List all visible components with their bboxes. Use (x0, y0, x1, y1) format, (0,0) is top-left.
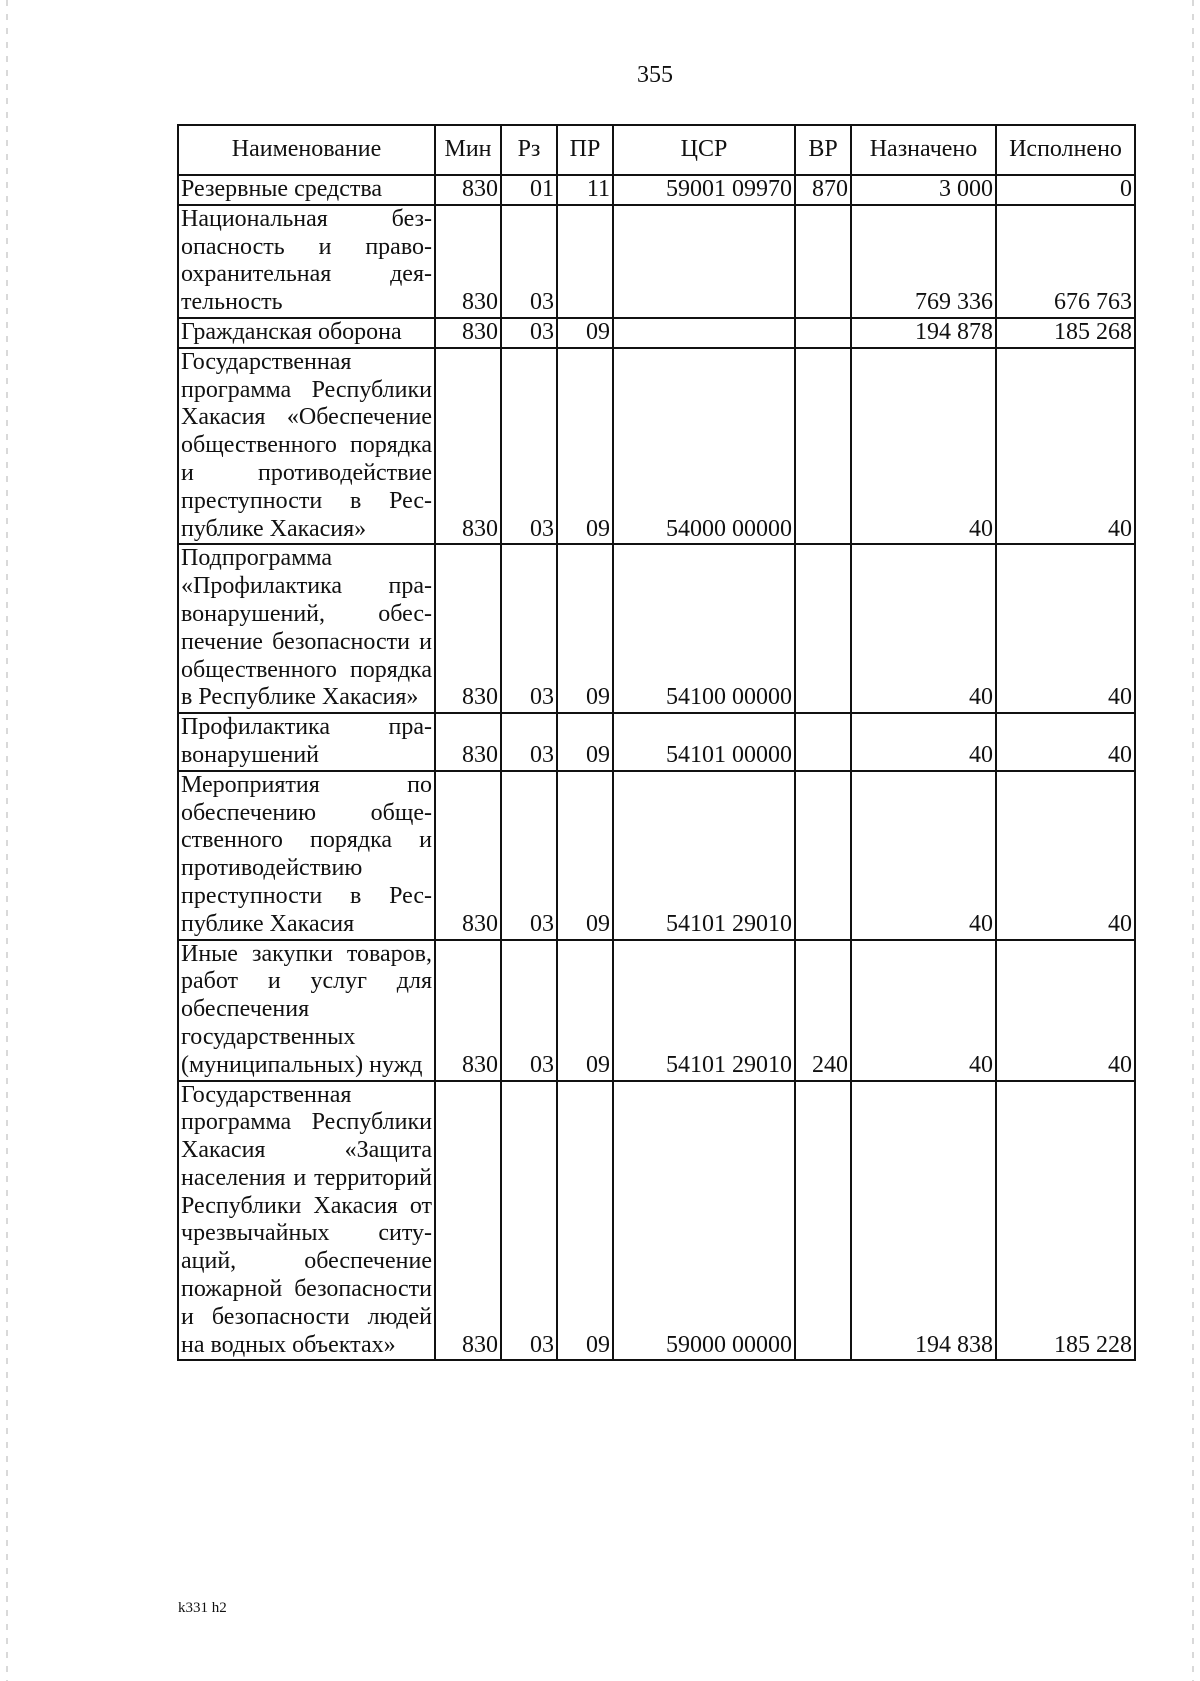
table-row (178, 175, 1135, 205)
cell-vr: 240 (795, 940, 851, 1081)
scan-edge-left (6, 0, 8, 1681)
table-row (178, 318, 1135, 348)
cell-assigned: 3 000 (851, 175, 996, 205)
cell-name: Гражданская оборона (178, 318, 435, 348)
cell-rz: 03 (501, 544, 557, 713)
cell-pr: 09 (557, 771, 613, 940)
cell-min: 830 (435, 175, 501, 205)
cell-executed: 40 (996, 348, 1135, 545)
cell-vr (795, 771, 851, 940)
cell-executed: 40 (996, 713, 1135, 771)
header-name: Наименование (178, 125, 435, 175)
header-executed: Исполнено (996, 125, 1135, 175)
cell-min: 830 (435, 205, 501, 318)
cell-pr: 09 (557, 318, 613, 348)
cell-csr: 59000 00000 (613, 1081, 795, 1361)
cell-vr (795, 713, 851, 771)
cell-assigned: 40 (851, 348, 996, 545)
cell-name: Резервные средства (178, 175, 435, 205)
cell-rz: 03 (501, 1081, 557, 1361)
cell-csr: 54101 29010 (613, 771, 795, 940)
header-vr: ВР (795, 125, 851, 175)
cell-min: 830 (435, 713, 501, 771)
cell-csr: 54000 00000 (613, 348, 795, 545)
header-csr: ЦСР (613, 125, 795, 175)
cell-rz: 01 (501, 175, 557, 205)
cell-vr (795, 1081, 851, 1361)
cell-executed: 185 228 (996, 1081, 1135, 1361)
cell-name: Государственная программа Республики Хакасия «Обеспечение общественного порядка и противодействие преступности в Республике Хакасия» (178, 348, 435, 545)
header-min: Мин (435, 125, 501, 175)
cell-rz: 03 (501, 713, 557, 771)
cell-name: Государственная программа Республики Хакасия «Защита населения и территорий Республики Хакасия от чрезвычайных ситуаций, обеспечение пожарной безопасности и безопасности людей на водных объектах» (178, 1081, 435, 1361)
cell-executed: 185 268 (996, 318, 1135, 348)
cell-executed: 676 763 (996, 205, 1135, 318)
cell-vr: 870 (795, 175, 851, 205)
cell-assigned: 194 878 (851, 318, 996, 348)
cell-min: 830 (435, 348, 501, 545)
cell-pr: 09 (557, 713, 613, 771)
cell-executed: 40 (996, 544, 1135, 713)
cell-name: Национальная безопасность и правоохранительная деятельность (178, 205, 435, 318)
cell-executed: 0 (996, 175, 1135, 205)
table-row (178, 771, 1135, 940)
cell-csr: 54100 00000 (613, 544, 795, 713)
cell-assigned: 40 (851, 544, 996, 713)
page-number: 355 (637, 62, 673, 88)
cell-vr (795, 205, 851, 318)
cell-pr: 11 (557, 175, 613, 205)
table-row (178, 205, 1135, 318)
cell-name: Профилактика правонарушений (178, 713, 435, 771)
cell-assigned: 769 336 (851, 205, 996, 318)
cell-csr: 59001 09970 (613, 175, 795, 205)
cell-assigned: 40 (851, 713, 996, 771)
cell-name: Мероприятия по обеспечению общественного порядка и противодействию преступности в Республике Хакасия (178, 771, 435, 940)
cell-rz: 03 (501, 205, 557, 318)
cell-pr: 09 (557, 940, 613, 1081)
cell-vr (795, 348, 851, 545)
cell-csr (613, 318, 795, 348)
cell-name: Иные закупки товаров, работ и услуг для обеспечения государственных (муниципальных) нужд (178, 940, 435, 1081)
cell-executed: 40 (996, 771, 1135, 940)
cell-pr: 09 (557, 1081, 613, 1361)
table-row (178, 940, 1135, 1081)
cell-executed: 40 (996, 940, 1135, 1081)
cell-rz: 03 (501, 318, 557, 348)
cell-rz: 03 (501, 771, 557, 940)
cell-vr (795, 318, 851, 348)
cell-assigned: 40 (851, 771, 996, 940)
cell-rz: 03 (501, 940, 557, 1081)
header-assigned: Назначено (851, 125, 996, 175)
footer-code: k331 h2 (178, 1600, 227, 1616)
cell-csr: 54101 00000 (613, 713, 795, 771)
table-row (178, 348, 1135, 545)
cell-name: Подпрограмма «Профилактика правонарушений, обеспечение безопасности и общественного порядка в Республике Хакасия» (178, 544, 435, 713)
scan-edge-right (1192, 0, 1194, 1681)
table-header-row (178, 125, 1135, 175)
cell-min: 830 (435, 771, 501, 940)
cell-csr: 54101 29010 (613, 940, 795, 1081)
cell-min: 830 (435, 1081, 501, 1361)
cell-csr (613, 205, 795, 318)
cell-min: 830 (435, 940, 501, 1081)
cell-min: 830 (435, 318, 501, 348)
header-pr: ПР (557, 125, 613, 175)
table-row (178, 544, 1135, 713)
cell-vr (795, 544, 851, 713)
budget-table (177, 124, 1136, 1361)
cell-pr (557, 205, 613, 318)
header-rz: Рз (501, 125, 557, 175)
cell-min: 830 (435, 544, 501, 713)
table-row (178, 1081, 1135, 1361)
table-row (178, 713, 1135, 771)
cell-pr: 09 (557, 348, 613, 545)
cell-pr: 09 (557, 544, 613, 713)
cell-assigned: 40 (851, 940, 996, 1081)
cell-assigned: 194 838 (851, 1081, 996, 1361)
cell-rz: 03 (501, 348, 557, 545)
